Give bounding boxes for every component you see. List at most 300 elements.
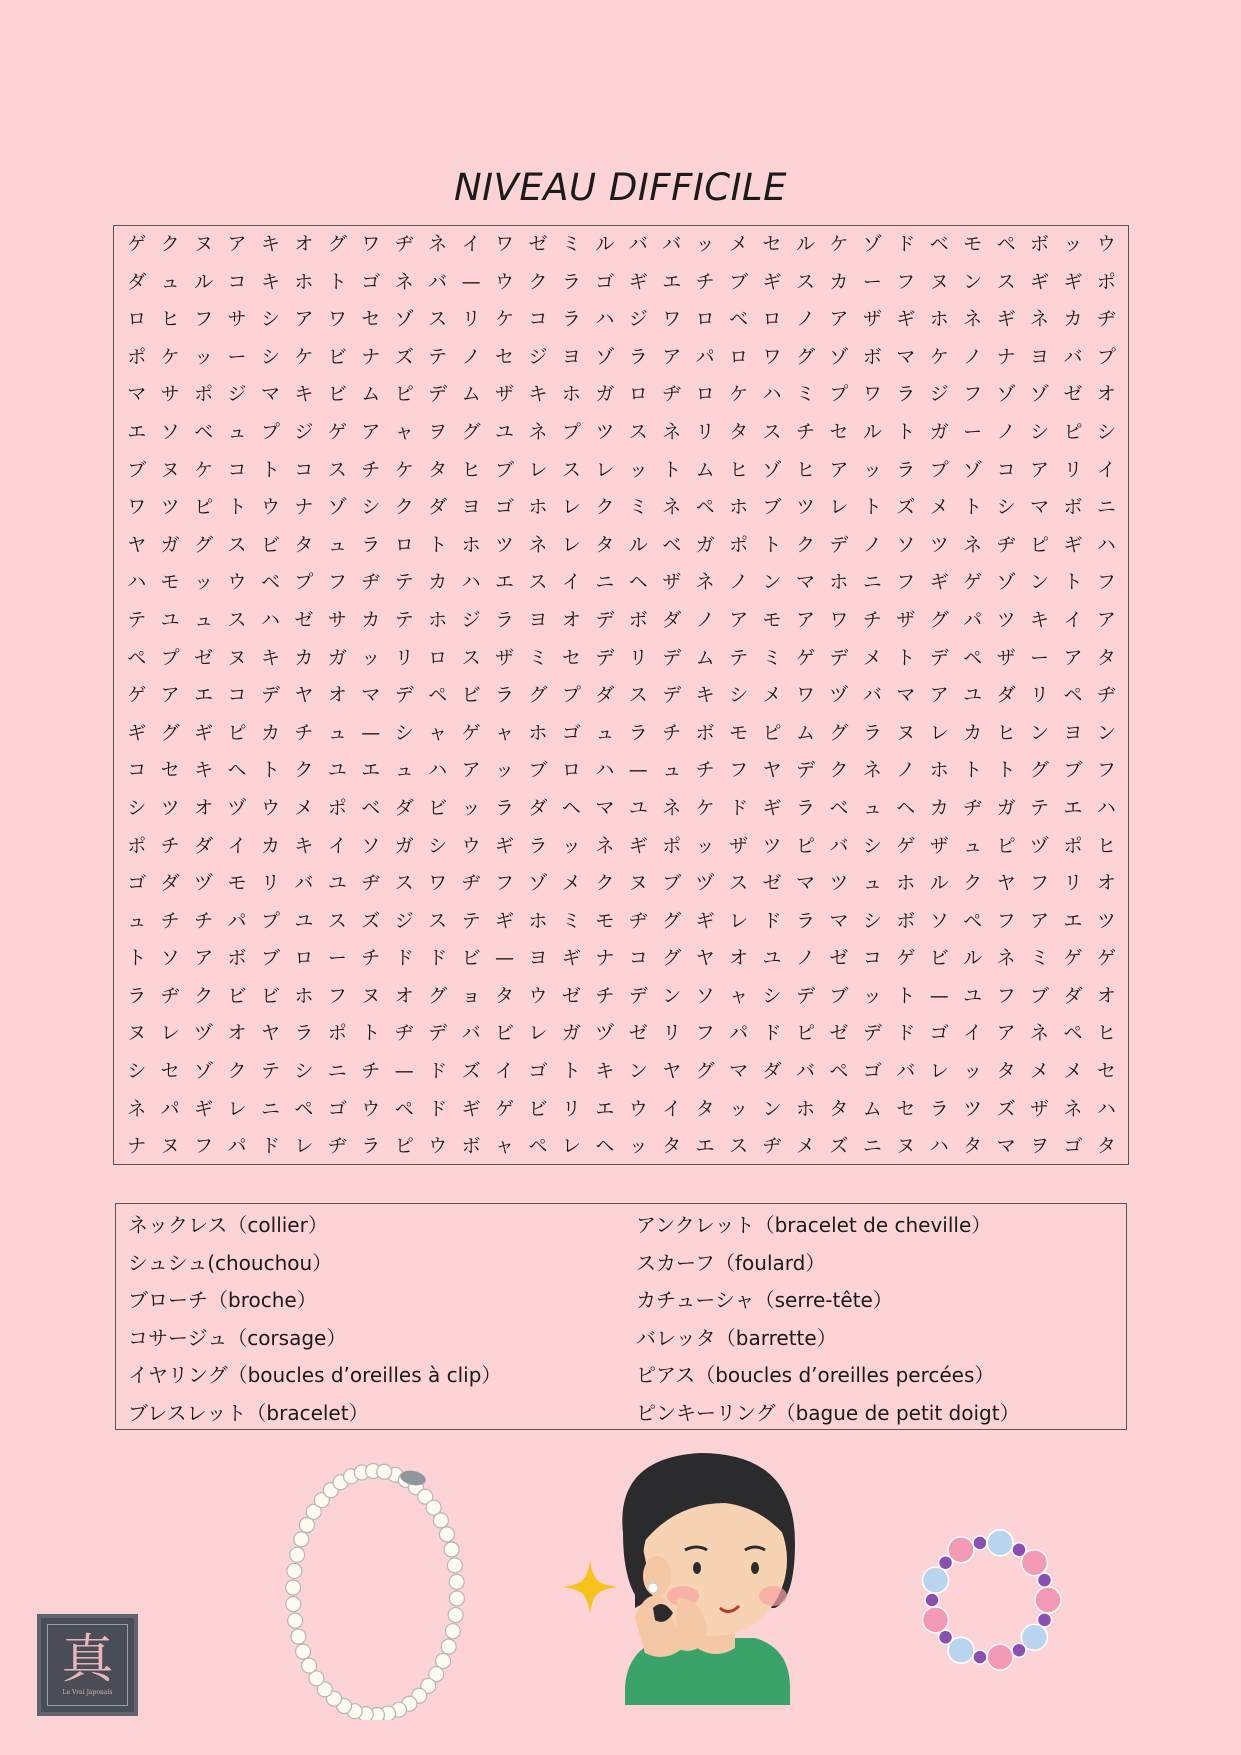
grid-cell[interactable]: ボ xyxy=(695,721,715,744)
grid-cell[interactable]: ゲ xyxy=(963,571,983,594)
grid-cell[interactable]: ヂ xyxy=(394,233,414,255)
grid-cell[interactable]: ジ xyxy=(394,909,414,932)
grid-cell[interactable]: チ xyxy=(160,834,180,857)
grid-cell[interactable]: ク xyxy=(227,1060,247,1083)
grid-cell[interactable]: ゼ xyxy=(1063,383,1083,406)
grid-cell[interactable]: ペ xyxy=(428,684,448,707)
grid-cell[interactable]: チ xyxy=(695,270,715,293)
grid-cell[interactable]: ワ xyxy=(127,496,147,519)
grid-cell[interactable]: ツ xyxy=(829,872,849,895)
grid-cell[interactable]: メ xyxy=(1030,1060,1050,1083)
grid-cell[interactable]: ク xyxy=(394,496,414,519)
grid-cell[interactable]: ヂ xyxy=(628,909,648,932)
grid-cell[interactable]: キ xyxy=(294,834,314,857)
grid-cell[interactable]: ゴ xyxy=(327,1097,347,1120)
grid-cell[interactable]: ヨ xyxy=(528,947,548,970)
grid-cell[interactable]: ヌ xyxy=(227,646,247,669)
grid-cell[interactable]: ザ xyxy=(662,571,682,594)
grid-cell[interactable]: グ xyxy=(160,721,180,744)
grid-cell[interactable]: デ xyxy=(260,684,280,707)
grid-cell[interactable]: ボ xyxy=(461,1135,481,1158)
grid-cell[interactable]: ラ xyxy=(628,721,648,744)
grid-cell[interactable]: ト xyxy=(963,759,983,782)
grid-cell[interactable]: ネ xyxy=(862,759,882,782)
grid-cell[interactable]: ガ xyxy=(595,383,615,406)
grid-cell[interactable]: バ xyxy=(862,684,882,707)
grid-cell[interactable]: グ xyxy=(428,984,448,1007)
grid-cell[interactable]: ピ xyxy=(227,721,247,744)
grid-cell[interactable]: ク xyxy=(528,270,548,293)
grid-cell[interactable]: デ xyxy=(394,684,414,707)
grid-cell[interactable]: ダ xyxy=(428,496,448,519)
grid-cell[interactable]: ゾ xyxy=(963,458,983,481)
grid-cell[interactable]: ロ xyxy=(729,345,749,368)
grid-cell[interactable]: ネ xyxy=(528,420,548,443)
grid-cell[interactable]: タ xyxy=(829,1097,849,1120)
grid-cell[interactable]: ン xyxy=(1030,571,1050,594)
grid-cell[interactable]: ホ xyxy=(528,496,548,519)
grid-cell[interactable]: ノ xyxy=(862,533,882,556)
grid-cell[interactable]: ワ xyxy=(495,233,515,255)
grid-cell[interactable]: ソ xyxy=(929,909,949,932)
grid-cell[interactable]: レ xyxy=(561,1135,581,1158)
grid-cell[interactable]: ノ xyxy=(963,345,983,368)
grid-cell[interactable]: マ xyxy=(361,684,381,707)
grid-cell[interactable]: ゴ xyxy=(127,872,147,895)
grid-cell[interactable]: シ xyxy=(1030,420,1050,443)
grid-cell[interactable]: ソ xyxy=(160,947,180,970)
grid-cell[interactable]: カ xyxy=(294,646,314,669)
grid-cell[interactable]: ダ xyxy=(996,684,1016,707)
grid-cell[interactable]: グ xyxy=(1030,759,1050,782)
grid-cell[interactable]: マ xyxy=(829,909,849,932)
grid-cell[interactable]: ニ xyxy=(862,571,882,594)
grid-cell[interactable]: モ xyxy=(227,872,247,895)
grid-cell[interactable]: ト xyxy=(862,496,882,519)
grid-cell[interactable]: ド xyxy=(260,1135,280,1158)
grid-cell[interactable]: ソ xyxy=(695,984,715,1007)
grid-cell[interactable]: グ xyxy=(662,909,682,932)
grid-cell[interactable]: ラ xyxy=(561,270,581,293)
grid-cell[interactable]: ゼ xyxy=(829,1022,849,1045)
grid-cell[interactable]: ャ xyxy=(394,420,414,443)
grid-cell[interactable]: ホ xyxy=(929,308,949,331)
grid-cell[interactable]: ヅ xyxy=(695,872,715,895)
grid-cell[interactable]: ウ xyxy=(428,1135,448,1158)
grid-cell[interactable]: ヨ xyxy=(561,345,581,368)
grid-cell[interactable]: テ xyxy=(729,646,749,669)
grid-cell[interactable]: ヘ xyxy=(896,796,916,819)
grid-cell[interactable]: ュ xyxy=(862,796,882,819)
grid-cell[interactable]: ン xyxy=(762,571,782,594)
grid-cell[interactable]: ザ xyxy=(1030,1097,1050,1120)
grid-cell[interactable]: パ xyxy=(160,1097,180,1120)
grid-cell[interactable]: タ xyxy=(428,458,448,481)
grid-cell[interactable]: ノ xyxy=(695,608,715,631)
grid-cell[interactable]: グ xyxy=(528,684,548,707)
grid-cell[interactable]: ゴ xyxy=(528,1060,548,1083)
grid-cell[interactable]: エ xyxy=(1063,796,1083,819)
grid-cell[interactable]: ウ xyxy=(528,984,548,1007)
grid-cell[interactable]: リ xyxy=(394,646,414,669)
grid-cell[interactable]: ュ xyxy=(662,759,682,782)
grid-cell[interactable]: ナ xyxy=(127,1135,147,1158)
grid-cell[interactable]: タ xyxy=(1096,646,1116,669)
grid-cell[interactable]: ン xyxy=(1096,721,1116,744)
grid-cell[interactable]: ン xyxy=(1030,721,1050,744)
grid-cell[interactable]: ギ xyxy=(461,1097,481,1120)
grid-cell[interactable]: ッ xyxy=(194,571,214,594)
grid-cell[interactable]: ズ xyxy=(996,1097,1016,1120)
grid-cell[interactable]: コ xyxy=(227,684,247,707)
grid-cell[interactable]: ト xyxy=(1063,571,1083,594)
grid-cell[interactable]: ギ xyxy=(695,909,715,932)
grid-cell[interactable]: ン xyxy=(963,270,983,293)
grid-cell[interactable]: デ xyxy=(795,759,815,782)
grid-cell[interactable]: チ xyxy=(795,420,815,443)
grid-cell[interactable]: ハ xyxy=(428,759,448,782)
grid-cell[interactable]: ノ xyxy=(461,345,481,368)
grid-cell[interactable]: テ xyxy=(394,608,414,631)
grid-cell[interactable]: シ xyxy=(127,1060,147,1083)
grid-cell[interactable]: — xyxy=(628,759,648,782)
grid-cell[interactable]: メ xyxy=(795,1135,815,1158)
grid-cell[interactable]: コ xyxy=(127,759,147,782)
grid-cell[interactable]: ュ xyxy=(327,721,347,744)
grid-cell[interactable]: プ xyxy=(561,684,581,707)
grid-cell[interactable]: ナ xyxy=(294,496,314,519)
grid-cell[interactable]: ビ xyxy=(327,383,347,406)
grid-cell[interactable]: バ xyxy=(461,1022,481,1045)
grid-cell[interactable]: オ xyxy=(1096,984,1116,1007)
grid-cell[interactable]: ピ xyxy=(795,1022,815,1045)
grid-cell[interactable]: ク xyxy=(595,496,615,519)
grid-cell[interactable]: デ xyxy=(595,608,615,631)
grid-cell[interactable]: ヌ xyxy=(127,1022,147,1045)
grid-cell[interactable]: エ xyxy=(662,270,682,293)
grid-cell[interactable]: フ xyxy=(495,872,515,895)
grid-cell[interactable]: ル xyxy=(795,233,815,255)
grid-cell[interactable]: ス xyxy=(461,646,481,669)
grid-cell[interactable]: ザ xyxy=(996,646,1016,669)
grid-cell[interactable]: ヒ xyxy=(461,458,481,481)
grid-cell[interactable]: キ xyxy=(528,383,548,406)
grid-cell[interactable]: ス xyxy=(428,909,448,932)
grid-cell[interactable]: ハ xyxy=(461,571,481,594)
grid-cell[interactable]: ワ xyxy=(762,345,782,368)
grid-cell[interactable]: ピ xyxy=(194,496,214,519)
grid-cell[interactable]: ネ xyxy=(595,834,615,857)
grid-cell[interactable]: イ xyxy=(1096,458,1116,481)
grid-cell[interactable]: ス xyxy=(729,872,749,895)
grid-cell[interactable]: ヅ xyxy=(194,872,214,895)
grid-cell[interactable]: ヌ xyxy=(160,1135,180,1158)
grid-cell[interactable]: ク xyxy=(160,233,180,255)
grid-cell[interactable]: ヂ xyxy=(327,1135,347,1158)
grid-cell[interactable]: ベ xyxy=(729,308,749,331)
grid-cell[interactable]: ギ xyxy=(996,308,1016,331)
grid-cell[interactable]: ホ xyxy=(294,984,314,1007)
grid-cell[interactable]: ハ xyxy=(260,608,280,631)
grid-cell[interactable]: ノ xyxy=(729,571,749,594)
grid-cell[interactable]: ブ xyxy=(528,759,548,782)
grid-cell[interactable]: グ xyxy=(461,420,481,443)
grid-cell[interactable]: ユ xyxy=(160,608,180,631)
grid-cell[interactable]: ム xyxy=(461,383,481,406)
grid-cell[interactable]: ボ xyxy=(896,909,916,932)
grid-cell[interactable]: ー xyxy=(963,420,983,443)
grid-cell[interactable]: ト xyxy=(260,458,280,481)
grid-cell[interactable]: ム xyxy=(695,458,715,481)
grid-cell[interactable]: ア xyxy=(294,308,314,331)
grid-cell[interactable]: イ xyxy=(495,1060,515,1083)
grid-cell[interactable]: ア xyxy=(662,345,682,368)
grid-cell[interactable]: ラ xyxy=(127,984,147,1007)
grid-cell[interactable]: ケ xyxy=(495,308,515,331)
grid-cell[interactable]: ス xyxy=(528,571,548,594)
grid-cell[interactable]: ペ xyxy=(394,1097,414,1120)
grid-cell[interactable]: ヲ xyxy=(428,420,448,443)
grid-cell[interactable]: レ xyxy=(595,458,615,481)
grid-cell[interactable]: ラ xyxy=(862,721,882,744)
grid-cell[interactable]: チ xyxy=(160,909,180,932)
grid-cell[interactable]: ポ xyxy=(127,834,147,857)
grid-cell[interactable]: ソ xyxy=(361,834,381,857)
grid-cell[interactable]: ッ xyxy=(862,984,882,1007)
grid-cell[interactable]: フ xyxy=(194,1135,214,1158)
grid-cell[interactable]: エ xyxy=(361,759,381,782)
grid-cell[interactable]: ピ xyxy=(795,834,815,857)
grid-cell[interactable]: ユ xyxy=(628,796,648,819)
grid-cell[interactable]: リ xyxy=(1063,872,1083,895)
grid-cell[interactable]: エ xyxy=(495,571,515,594)
grid-cell[interactable]: ギ xyxy=(1063,533,1083,556)
grid-cell[interactable]: ノ xyxy=(896,759,916,782)
grid-cell[interactable]: ゲ xyxy=(1096,947,1116,970)
grid-cell[interactable]: ダ xyxy=(160,872,180,895)
grid-cell[interactable]: ヲ xyxy=(1030,1135,1050,1158)
grid-cell[interactable]: ス xyxy=(729,1135,749,1158)
grid-cell[interactable]: ペ xyxy=(695,496,715,519)
grid-cell[interactable]: シ xyxy=(361,496,381,519)
grid-cell[interactable]: ラ xyxy=(495,684,515,707)
grid-cell[interactable]: リ xyxy=(260,872,280,895)
grid-cell[interactable]: ア xyxy=(829,458,849,481)
grid-cell[interactable]: ケ xyxy=(929,345,949,368)
grid-cell[interactable]: テ xyxy=(428,345,448,368)
grid-cell[interactable]: レ xyxy=(929,1060,949,1083)
grid-cell[interactable]: ル xyxy=(929,872,949,895)
grid-cell[interactable]: ギ xyxy=(561,947,581,970)
grid-cell[interactable]: ウ xyxy=(461,834,481,857)
grid-cell[interactable]: ゾ xyxy=(595,345,615,368)
grid-cell[interactable]: ニ xyxy=(595,571,615,594)
grid-cell[interactable]: ト xyxy=(662,458,682,481)
grid-cell[interactable]: ッ xyxy=(495,759,515,782)
grid-cell[interactable]: ギ xyxy=(127,721,147,744)
grid-cell[interactable]: キ xyxy=(260,233,280,255)
grid-cell[interactable]: ズ xyxy=(829,1135,849,1158)
grid-cell[interactable]: ホ xyxy=(896,872,916,895)
grid-cell[interactable]: ボ xyxy=(628,608,648,631)
grid-cell[interactable]: ヌ xyxy=(160,458,180,481)
grid-cell[interactable]: ト xyxy=(260,759,280,782)
grid-cell[interactable]: ゲ xyxy=(327,420,347,443)
grid-cell[interactable]: コ xyxy=(227,458,247,481)
grid-cell[interactable]: セ xyxy=(1096,1060,1116,1083)
grid-cell[interactable]: ア xyxy=(361,420,381,443)
grid-cell[interactable]: ネ xyxy=(996,947,1016,970)
grid-cell[interactable]: メ xyxy=(1063,1060,1083,1083)
grid-cell[interactable]: ケ xyxy=(695,796,715,819)
grid-cell[interactable]: ダ xyxy=(762,1060,782,1083)
grid-cell[interactable]: パ xyxy=(227,1135,247,1158)
grid-cell[interactable]: シ xyxy=(1096,420,1116,443)
grid-cell[interactable]: ク xyxy=(829,759,849,782)
grid-cell[interactable]: ユ xyxy=(294,909,314,932)
grid-cell[interactable]: ウ xyxy=(227,571,247,594)
grid-cell[interactable]: ト xyxy=(361,1022,381,1045)
grid-cell[interactable]: ー xyxy=(862,270,882,293)
grid-cell[interactable]: ネ xyxy=(1030,1022,1050,1045)
grid-cell[interactable]: ユ xyxy=(327,872,347,895)
grid-cell[interactable]: セ xyxy=(762,233,782,255)
grid-cell[interactable]: ゾ xyxy=(996,571,1016,594)
grid-cell[interactable]: セ xyxy=(495,345,515,368)
grid-cell[interactable]: ザ xyxy=(495,646,515,669)
grid-cell[interactable]: セ xyxy=(160,759,180,782)
grid-cell[interactable]: オ xyxy=(227,1022,247,1045)
grid-cell[interactable]: ス xyxy=(327,458,347,481)
grid-cell[interactable]: ミ xyxy=(528,646,548,669)
grid-cell[interactable]: ミ xyxy=(561,233,581,255)
grid-cell[interactable]: プ xyxy=(1096,345,1116,368)
grid-cell[interactable]: リ xyxy=(628,646,648,669)
grid-cell[interactable]: デ xyxy=(862,1022,882,1045)
grid-cell[interactable]: ゼ xyxy=(829,947,849,970)
grid-cell[interactable]: ラ xyxy=(528,834,548,857)
grid-cell[interactable]: キ xyxy=(260,270,280,293)
grid-cell[interactable]: ヌ xyxy=(896,1135,916,1158)
grid-cell[interactable]: ゼ xyxy=(528,233,548,255)
grid-cell[interactable]: デ xyxy=(628,984,648,1007)
grid-cell[interactable]: ゲ xyxy=(1063,947,1083,970)
grid-cell[interactable]: ビ xyxy=(495,1022,515,1045)
grid-cell[interactable]: ト xyxy=(561,1060,581,1083)
grid-cell[interactable]: ラ xyxy=(896,458,916,481)
grid-cell[interactable]: ネ xyxy=(963,533,983,556)
grid-cell[interactable]: ヂ xyxy=(963,796,983,819)
grid-cell[interactable]: ブ xyxy=(127,458,147,481)
grid-cell[interactable]: ベ xyxy=(662,533,682,556)
grid-cell[interactable]: オ xyxy=(327,684,347,707)
grid-cell[interactable]: ザ xyxy=(729,834,749,857)
grid-cell[interactable]: フ xyxy=(896,270,916,293)
grid-cell[interactable]: ゼ xyxy=(762,872,782,895)
grid-cell[interactable]: バ xyxy=(294,872,314,895)
grid-cell[interactable]: ュ xyxy=(394,759,414,782)
grid-cell[interactable]: ツ xyxy=(929,533,949,556)
grid-cell[interactable]: ズ xyxy=(394,345,414,368)
grid-cell[interactable]: ス xyxy=(227,533,247,556)
grid-cell[interactable]: ヤ xyxy=(695,947,715,970)
grid-cell[interactable]: シ xyxy=(260,308,280,331)
grid-cell[interactable]: ワ xyxy=(428,872,448,895)
grid-cell[interactable]: シ xyxy=(127,796,147,819)
grid-cell[interactable]: ヌ xyxy=(896,721,916,744)
grid-cell[interactable]: デ xyxy=(829,646,849,669)
grid-cell[interactable]: オ xyxy=(1096,872,1116,895)
grid-cell[interactable]: フ xyxy=(1096,571,1116,594)
grid-cell[interactable]: コ xyxy=(862,947,882,970)
grid-cell[interactable]: ロ xyxy=(394,533,414,556)
grid-cell[interactable]: ウ xyxy=(628,1097,648,1120)
grid-cell[interactable]: ム xyxy=(862,1097,882,1120)
grid-cell[interactable]: ゾ xyxy=(194,1060,214,1083)
grid-cell[interactable]: ヂ xyxy=(662,383,682,406)
grid-cell[interactable]: ガ xyxy=(160,533,180,556)
grid-cell[interactable]: ゲ xyxy=(795,646,815,669)
grid-cell[interactable]: オ xyxy=(729,947,749,970)
grid-cell[interactable]: フ xyxy=(1096,759,1116,782)
grid-cell[interactable]: ク xyxy=(194,984,214,1007)
grid-cell[interactable]: ド xyxy=(394,947,414,970)
grid-cell[interactable]: イ xyxy=(327,834,347,857)
grid-cell[interactable]: ラ xyxy=(561,308,581,331)
grid-cell[interactable]: ギ xyxy=(896,308,916,331)
grid-cell[interactable]: フ xyxy=(896,571,916,594)
grid-cell[interactable]: フ xyxy=(963,383,983,406)
grid-cell[interactable]: イ xyxy=(561,571,581,594)
grid-cell[interactable]: エ xyxy=(127,420,147,443)
grid-cell[interactable]: ル xyxy=(595,233,615,255)
grid-cell[interactable]: ッ xyxy=(628,1135,648,1158)
grid-cell[interactable]: ロ xyxy=(127,308,147,331)
grid-cell[interactable]: ゾ xyxy=(996,383,1016,406)
grid-cell[interactable]: ミ xyxy=(561,909,581,932)
grid-cell[interactable]: リ xyxy=(695,420,715,443)
grid-cell[interactable]: ヅ xyxy=(1030,834,1050,857)
grid-cell[interactable]: フ xyxy=(996,984,1016,1007)
grid-cell[interactable]: ヅ xyxy=(227,796,247,819)
grid-cell[interactable]: — xyxy=(394,1060,414,1083)
grid-cell[interactable]: ラ xyxy=(495,608,515,631)
grid-cell[interactable]: ゲ xyxy=(127,233,147,255)
grid-cell[interactable]: キ xyxy=(695,684,715,707)
grid-cell[interactable]: テ xyxy=(394,571,414,594)
grid-cell[interactable]: バ xyxy=(795,1060,815,1083)
grid-cell[interactable]: イ xyxy=(963,1022,983,1045)
grid-cell[interactable]: プ xyxy=(829,383,849,406)
grid-cell[interactable]: ダ xyxy=(1063,984,1083,1007)
grid-cell[interactable]: ア xyxy=(1030,458,1050,481)
grid-cell[interactable]: ビ xyxy=(260,984,280,1007)
grid-cell[interactable]: ス xyxy=(795,270,815,293)
grid-cell[interactable]: カ xyxy=(1063,308,1083,331)
grid-cell[interactable]: ヒ xyxy=(1096,834,1116,857)
grid-cell[interactable]: マ xyxy=(996,1135,1016,1158)
grid-cell[interactable]: ロ xyxy=(561,759,581,782)
grid-cell[interactable]: ス xyxy=(394,872,414,895)
grid-cell[interactable]: ツ xyxy=(595,420,615,443)
grid-cell[interactable]: ゾ xyxy=(327,496,347,519)
grid-cell[interactable]: グ xyxy=(662,947,682,970)
grid-cell[interactable]: バ xyxy=(1063,345,1083,368)
grid-cell[interactable]: ダ xyxy=(528,796,548,819)
grid-cell[interactable]: ー xyxy=(327,947,347,970)
grid-cell[interactable]: ン xyxy=(762,1097,782,1120)
grid-cell[interactable]: ノ xyxy=(795,947,815,970)
